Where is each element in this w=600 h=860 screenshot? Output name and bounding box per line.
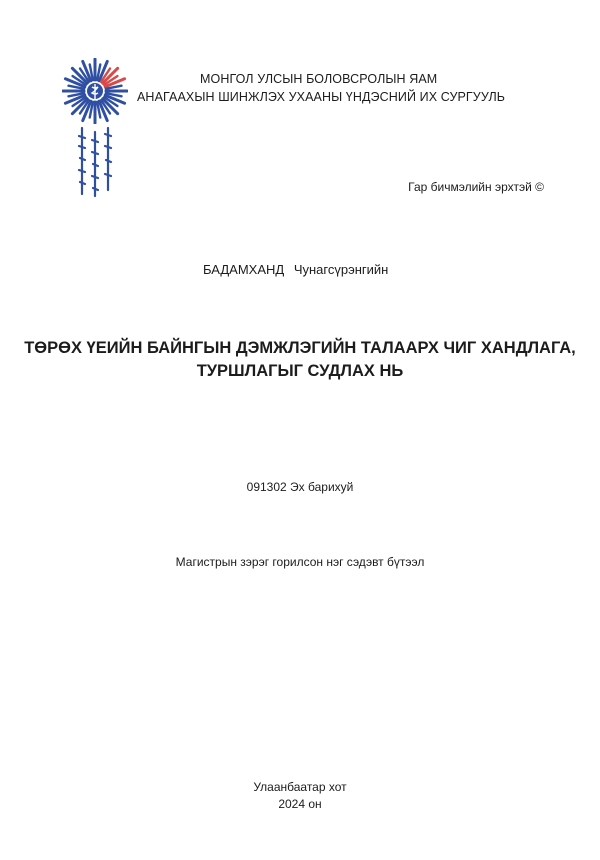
author-family-name: Чунагсүрэнгийн <box>293 262 389 277</box>
thesis-title-line1: ТӨРӨХ ҮЕИЙН БАЙНГЫН ДЭМЖЛЭГИЙН ТАЛААРХ ЧИГ ХАНДЛАГА, <box>24 339 576 357</box>
university-name: АНАГААХЫН ШИНЖЛЭХ УХААНЫ ҮНДЭСНИЙ ИХ СУРГУУЛЬ <box>137 90 506 104</box>
city: Улаанбаатар хот <box>253 780 347 794</box>
author-given-name: БАДАМХАНД <box>203 262 285 277</box>
copyright-notice: Гар бичмэлийн эрхтэй © <box>408 180 544 194</box>
ministry-name: МОНГОЛ УЛСЫН БОЛОВСРОЛЫН ЯАМ <box>200 72 438 86</box>
thesis-title-line2: ТУРШЛАГЫГ СУДЛАХ НЬ <box>196 362 404 380</box>
specialty-code: 091302 Эх барихуй <box>246 480 354 494</box>
degree-statement: Магистрын зэрэг горилсон нэг сэдэвт бүтээл <box>175 555 425 569</box>
author-name <box>203 262 388 277</box>
mongolian-script-icon <box>74 124 118 200</box>
university-emblem-icon <box>62 58 128 124</box>
year: 2024 он <box>278 797 322 811</box>
